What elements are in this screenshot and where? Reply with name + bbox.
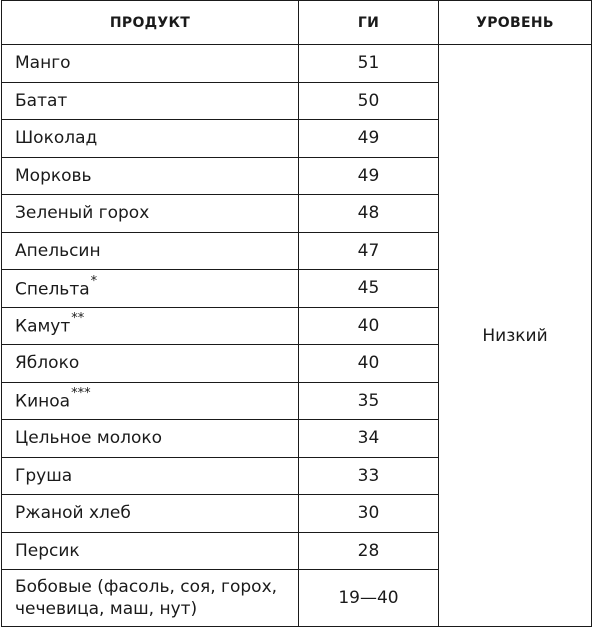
product-name: Морковь: [15, 165, 92, 186]
product-name: Шоколад: [15, 128, 98, 149]
gi-cell: 19—40: [299, 570, 439, 627]
product-name: Спельта: [15, 279, 90, 300]
product-name: Персик: [15, 540, 80, 561]
gi-cell: 51: [299, 45, 439, 83]
product-cell: [2, 232, 299, 270]
header-product: ПРОДУКТ: [2, 1, 299, 45]
product-name: Цельное молоко: [15, 428, 163, 449]
product-name: Апельсин: [15, 240, 101, 261]
gi-cell: 49: [299, 120, 439, 158]
gi-cell: 50: [299, 82, 439, 120]
product-cell: [2, 457, 299, 495]
gi-cell: 40: [299, 345, 439, 383]
product-name: Ржаной хлеб: [15, 503, 131, 524]
footnote-mark: *: [90, 273, 98, 289]
product-name: Камут: [15, 317, 71, 338]
product-name: Киноа: [15, 392, 71, 413]
gi-cell: 48: [299, 195, 439, 233]
product-cell: [2, 570, 299, 627]
gi-cell: 34: [299, 420, 439, 458]
product-cell: [2, 495, 299, 533]
product-name: Батат: [15, 90, 68, 111]
product-name: Яблоко: [15, 353, 80, 374]
table-row: [2, 45, 592, 83]
level-cell: Низкий: [439, 45, 592, 627]
gi-cell: 33: [299, 457, 439, 495]
product-name: Бобовые (фасоль, соя, горох, чечевица, маш, нут): [15, 577, 278, 619]
gi-cell: 30: [299, 495, 439, 533]
gi-table: [1, 0, 592, 627]
product-cell: [2, 382, 299, 420]
product-cell: [2, 532, 299, 570]
product-cell: [2, 270, 299, 308]
product-cell: [2, 120, 299, 158]
gi-cell: 35: [299, 382, 439, 420]
product-cell: [2, 420, 299, 458]
gi-cell: 49: [299, 157, 439, 195]
product-cell: [2, 345, 299, 383]
product-cell: [2, 195, 299, 233]
header-row: [2, 1, 592, 45]
gi-cell: 40: [299, 307, 439, 345]
header-gi: ГИ: [299, 1, 439, 45]
footnote-mark: **: [71, 311, 85, 327]
product-cell: [2, 307, 299, 345]
header-level: УРОВЕНЬ: [439, 1, 592, 45]
product-cell: [2, 45, 299, 83]
product-name: Манго: [15, 53, 71, 74]
product-name: Груша: [15, 465, 73, 486]
product-cell: [2, 157, 299, 195]
footnote-mark: ***: [71, 386, 91, 402]
gi-cell: 45: [299, 270, 439, 308]
product-cell: [2, 82, 299, 120]
gi-cell: 28: [299, 532, 439, 570]
gi-cell: 47: [299, 232, 439, 270]
product-name: Зеленый горох: [15, 203, 150, 224]
